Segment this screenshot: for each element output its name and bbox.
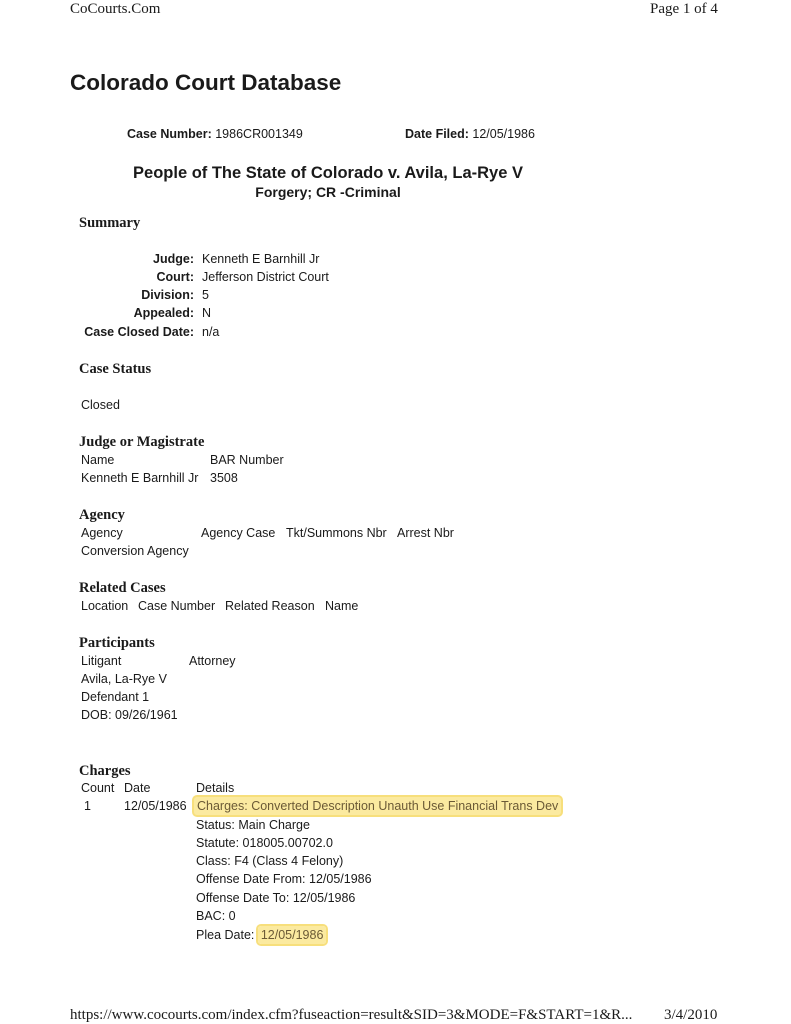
case-status-value: Closed	[81, 398, 120, 412]
appealed-value: N	[202, 306, 212, 320]
related-case-number-header: Case Number	[138, 599, 216, 613]
related-cases-heading: Related Cases	[79, 580, 166, 596]
plea-date-row	[196, 928, 326, 942]
case-status-heading: Case Status	[79, 361, 152, 377]
judge-label: Judge:	[153, 252, 194, 266]
bar-number-header: BAR Number	[210, 453, 284, 467]
agency-heading: Agency	[79, 507, 125, 523]
summary-heading: Summary	[79, 215, 141, 231]
judge-value: Kenneth E Barnhill Jr	[202, 252, 320, 266]
plea-date-highlight: 12/05/1986	[258, 926, 327, 944]
charge-count: 1	[84, 799, 91, 813]
charges-heading: Charges	[79, 763, 131, 779]
case-closed-date-value: n/a	[202, 325, 220, 339]
division-value: 5	[202, 288, 209, 302]
litigant-name: Avila, La-Rye V	[81, 672, 167, 686]
litigant-header: Litigant	[81, 654, 122, 668]
participants-heading: Participants	[79, 635, 155, 651]
date-filed-label: Date Filed:	[405, 127, 469, 141]
agency-header: Agency	[81, 526, 123, 540]
attorney-header: Attorney	[189, 654, 236, 668]
charge-date: 12/05/1986	[124, 799, 187, 813]
judge-name: Kenneth E Barnhill Jr	[81, 471, 199, 485]
date-filed-value: 12/05/1986	[472, 127, 535, 141]
case-closed-date-label: Case Closed Date:	[84, 325, 194, 339]
charge-details-header: Details	[196, 781, 235, 795]
related-location-header: Location	[81, 599, 129, 613]
case-number-label: Case Number:	[127, 127, 212, 141]
charge-bac: BAC: 0	[196, 909, 236, 923]
judge-magistrate-heading: Judge or Magistrate	[79, 434, 205, 450]
court-label: Court:	[156, 270, 194, 284]
plea-date-label: Plea Date:	[196, 928, 258, 942]
agency-case-header: Agency Case	[201, 526, 276, 540]
case-number-value: 1986CR001349	[215, 127, 303, 141]
case-type: Forgery; CR -Criminal	[255, 184, 401, 200]
offense-date-from: Offense Date From: 12/05/1986	[196, 872, 372, 886]
footer-url: https://www.cocourts.com/index.cfm?fuseaction=result&SID=3&MODE=F&START=1&R...	[70, 1007, 633, 1023]
site-name: CoCourts.Com	[70, 1, 161, 17]
page-title: Colorado Court Database	[70, 70, 342, 95]
charge-status: Status: Main Charge	[196, 818, 310, 832]
appealed-label: Appealed:	[133, 306, 194, 320]
charge-class: Class: F4 (Class 4 Felony)	[196, 854, 344, 868]
related-name-header: Name	[325, 599, 359, 613]
bar-number: 3508	[210, 471, 238, 485]
date-filed-row	[405, 127, 535, 141]
charge-count-header: Count	[81, 781, 115, 795]
footer-date: 3/4/2010	[664, 1007, 718, 1023]
tkt-summons-header: Tkt/Summons Nbr	[286, 526, 387, 540]
judge-name-header: Name	[81, 453, 115, 467]
agency-value: Conversion Agency	[81, 544, 189, 558]
related-reason-header: Related Reason	[225, 599, 315, 613]
charge-description-highlight: Charges: Converted Description Unauth Use Financial Trans Dev	[194, 797, 561, 815]
case-number-row	[127, 127, 303, 141]
charge-date-header: Date	[124, 781, 151, 795]
charge-statute: Statute: 018005.00702.0	[196, 836, 333, 850]
offense-date-to: Offense Date To: 12/05/1986	[196, 891, 356, 905]
litigant-dob: DOB: 09/26/1961	[81, 708, 178, 722]
case-caption: People of The State of Colorado v. Avila, La-Rye V	[133, 164, 523, 182]
arrest-nbr-header: Arrest Nbr	[397, 526, 454, 540]
page-number: Page 1 of 4	[650, 1, 718, 17]
division-label: Division:	[141, 288, 194, 302]
litigant-role: Defendant 1	[81, 690, 150, 704]
court-value: Jefferson District Court	[202, 270, 329, 284]
